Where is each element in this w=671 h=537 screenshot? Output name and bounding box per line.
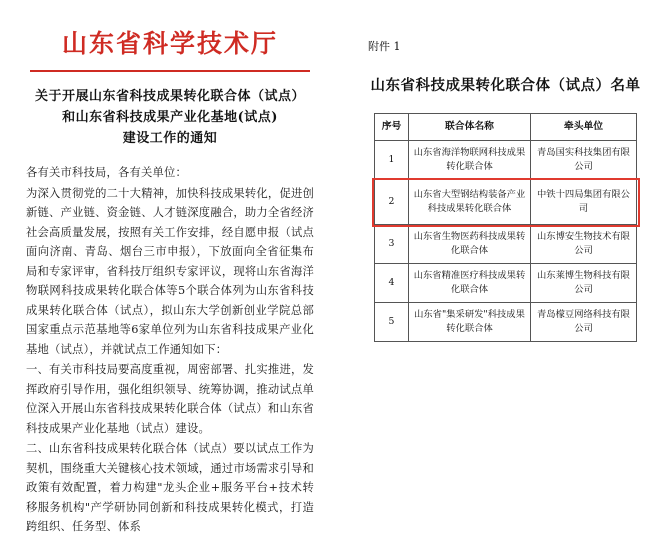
attachment-label: 附件 1 <box>368 40 401 53</box>
table-row <box>375 141 637 180</box>
document-title-line-3: 建设工作的通知 <box>122 131 218 146</box>
cell-name: 山东省生物医药科技成果转化联合体 <box>409 225 531 264</box>
body-paragraph-2: 一、有关市科技局要高度重视，周密部署、扎实推进，发挥政府引导作用，强化组织领导、统筹协调，推动试点单位深入开展山东省科技成果转化联合体（试点）和山东省科技成果产业化基地（试点）建设。 <box>26 363 314 435</box>
cell-no: 5 <box>375 303 409 342</box>
table-row-highlighted <box>375 180 637 225</box>
cell-no: 4 <box>375 264 409 303</box>
cell-no: 2 <box>375 180 409 225</box>
column-header-name: 联合体名称 <box>409 114 531 141</box>
body-paragraph-salutation: 各有关市科技局，各有关单位： <box>26 166 187 179</box>
cell-name: 山东省海洋物联网科技成果转化联合体 <box>409 141 531 180</box>
document-title-line-1: 关于开展山东省科技成果转化联合体（试点） <box>34 89 305 104</box>
cell-name: 山东省"集采研发"科技成果转化联合体 <box>409 303 531 342</box>
body-paragraph-1: 为深入贯彻党的二十大精神，加快科技成果转化，促进创新链、产业链、资金链、人才链深度融合，助力全省经济社会高质量发展，按照有关工作安排，经自愿申报（试点面向济南、青岛、烟台三市申报），下放面向全省征集布局和专家评审，省科技厅组织专家评议，现将山东省海洋物联网科技成果转化联合体等5个联合体列为山东省科技成果转化联合体（试点），拟山东大学创新创业学院总部国家重点示范基地等6家单位列为山东省科技成果产业化基地（试点），并就试点工作通知如下： <box>26 186 314 356</box>
body-paragraph-3: 二、山东省科技成果转化联合体（试点）要以试点工作为契机，围绕重大关键核心技术领域，通过市场需求引导和政策有效配置，着力构建"龙头企业+服务平台+技术转移服务机构"产学研协同创新和科技成果转化模式，打造跨组织、任务型、体系 <box>26 442 314 533</box>
cell-unit: 青岛檬豆网络科技有限公司 <box>531 303 637 342</box>
issuing-organization-header: 山东省科学技术厅 <box>61 29 278 58</box>
cell-name: 山东省精准医疗科技成果转化联合体 <box>409 264 531 303</box>
document-title <box>26 86 314 149</box>
cell-unit: 山东莱博生物科技有限公司 <box>531 264 637 303</box>
document-body <box>26 163 314 537</box>
table-row <box>375 225 637 264</box>
column-header-no: 序号 <box>375 114 409 141</box>
right-document-page <box>340 0 671 485</box>
header-red-rule <box>30 70 310 72</box>
cell-no: 1 <box>375 141 409 180</box>
column-header-unit: 牵头单位 <box>531 114 637 141</box>
table-row <box>375 303 637 342</box>
table-header-row <box>375 114 637 141</box>
cell-unit: 青岛国实科技集团有限公司 <box>531 141 637 180</box>
cell-unit: 山东博安生物技术有限公司 <box>531 225 637 264</box>
document-title-line-2: 和山东省科技成果产业化基地(试点) <box>62 110 278 125</box>
list-title: 山东省科技成果转化联合体（试点）名单 <box>370 77 641 94</box>
consortium-list-table <box>374 113 637 342</box>
table-row <box>375 264 637 303</box>
cell-no: 3 <box>375 225 409 264</box>
cell-unit: 中铁十四局集团有限公司 <box>531 180 637 225</box>
cell-name: 山东省大型钢结构装备产业科技成果转化联合体 <box>409 180 531 225</box>
